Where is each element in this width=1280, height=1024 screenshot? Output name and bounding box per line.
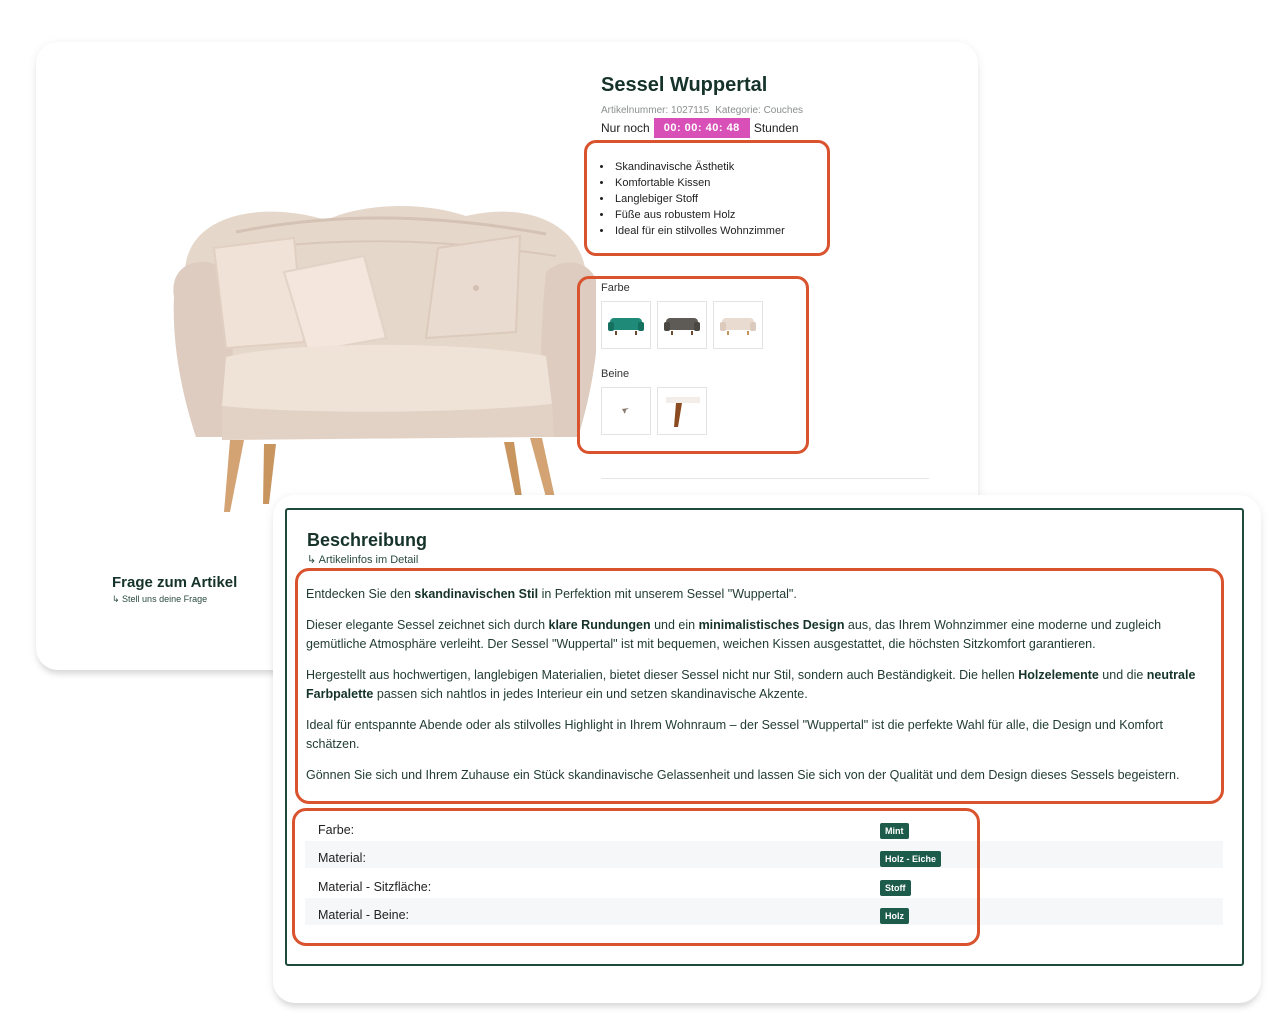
text-bold: neutrale Farbpalette: [306, 668, 1196, 701]
description-text-box: [295, 568, 1224, 804]
category: Kategorie: Couches: [715, 105, 804, 116]
feature-item: • Komfortable Kissen: [613, 175, 785, 191]
feature-item: • Ideal für ein stilvolles Wohnzimmer: [613, 223, 785, 239]
question-subtitle[interactable]: [112, 594, 207, 605]
text-run: in Perfektion mit unserem Sessel "Wuppertal".: [538, 587, 797, 601]
sofa-leg: [263, 444, 276, 504]
legs-label: Beine: [601, 368, 630, 380]
description-card: [273, 495, 1261, 1003]
legs-swatch-small[interactable]: [601, 387, 651, 435]
description-paragraph: Ideal für entspannte Abende oder als stilvolles Highlight in Ihrem Wohnraum – der Sessel "Wuppertal" ist die perfekte Wahl für alle, die Design und Komfort schätzen.: [306, 718, 1164, 751]
sofa-illustration: [126, 152, 596, 522]
color-swatch-cream[interactable]: [713, 301, 763, 349]
divider: [601, 478, 929, 479]
feature-list: [613, 159, 785, 239]
text-run: Entdecken Sie den: [306, 587, 415, 601]
product-title: Sessel Wuppertal: [601, 74, 768, 96]
description-subtitle-text: Artikelinfos im Detail: [318, 554, 419, 566]
text-bold: minimalistisches Design: [698, 618, 845, 632]
color-swatch-mint[interactable]: [601, 301, 651, 349]
text-run: und die: [1098, 668, 1147, 682]
color-label: Farbe: [601, 282, 630, 294]
text-run: Dieser elegante Sessel zeichnet sich durch: [306, 618, 549, 632]
text-bold: klare Rundungen: [548, 618, 651, 632]
spec-row: [295, 874, 977, 902]
text-run: und ein: [650, 618, 699, 632]
spec-label: Farbe:: [318, 823, 355, 837]
description-frame: [285, 508, 1244, 966]
pillow-button: [473, 285, 479, 291]
article-number: Artikelnummer: 1027115: [601, 105, 710, 116]
timer-prefix: Nur noch: [601, 121, 650, 135]
spec-badge: Stoff: [880, 880, 911, 896]
arrow-return-icon: ↳: [112, 594, 123, 604]
sofa-seat: [222, 345, 552, 412]
description-paragraph: [306, 666, 1211, 704]
timer-suffix: Stunden: [753, 121, 799, 135]
countdown-row: [601, 118, 799, 138]
spec-row: [295, 817, 977, 845]
text-run: passen sich nahtlos in jedes Interieur ein und setzen skandinavische Akzente.: [373, 687, 808, 701]
question-title[interactable]: Frage zum Artikel: [112, 574, 238, 591]
sofa-leg: [224, 440, 244, 512]
spec-badge: Holz - Eiche: [880, 851, 941, 867]
spec-label: Material:: [318, 851, 366, 865]
countdown-timer: 00: 00: 40: 48: [654, 118, 750, 138]
feature-item: • Füße aus robustem Holz: [613, 207, 785, 223]
feature-item: • Langlebiger Stoff: [613, 191, 785, 207]
color-swatch-gray[interactable]: [657, 301, 707, 349]
text-run: Hergestellt aus hochwertigen, langlebigen Materialien, bietet dieser Sessel nicht nur Stil, sondern auch Beständigkeit. Die hellen: [306, 668, 1019, 682]
sofa-thumb-icon: [663, 314, 701, 336]
sofa-thumb-icon: [607, 314, 645, 336]
leg-thumb-icon: [620, 405, 632, 417]
feature-item: • Skandinavische Ästhetik: [613, 159, 785, 175]
text-bold: skandinavischen Stil: [414, 587, 539, 601]
product-meta: [601, 105, 809, 116]
question-subtitle-text: Stell uns deine Frage: [122, 594, 208, 604]
spec-table-box: [292, 808, 980, 946]
description-text: [306, 585, 1211, 797]
pillow: [426, 236, 520, 338]
spec-row: [295, 902, 977, 930]
description-paragraph: [306, 585, 1211, 604]
spec-row: [295, 845, 977, 873]
product-image[interactable]: [126, 152, 596, 522]
legs-swatch-oak[interactable]: [657, 387, 707, 435]
description-title: Beschreibung: [307, 530, 428, 550]
spec-badge: Holz: [880, 908, 909, 924]
variant-options-box: [577, 276, 809, 454]
text-run: aus, das Ihrem Wohnzimmer eine moderne und zugleich gemütliche Atmosphäre verleiht. Der Sessel "Wuppertal" ist mit bequemen, weichen Kissen ausgestattet, die höchsten Sitzkomfort garantieren.: [306, 618, 1162, 651]
spec-label: Material - Beine:: [318, 908, 410, 922]
spec-label: Material - Sitzfläche:: [318, 880, 432, 894]
description-paragraph: [306, 616, 1211, 654]
arrow-return-icon: ↳: [307, 554, 319, 566]
description-paragraph: Gönnen Sie sich und Ihrem Zuhause ein Stück skandinavische Gelassenheit und lassen Sie sich von der Qualität und dem Design dieses Sessels begeistern.: [306, 768, 1180, 782]
sofa-thumb-icon: [719, 314, 757, 336]
spec-badge: Mint: [880, 823, 909, 839]
leg-thumb-icon: [662, 391, 702, 431]
description-subtitle: [307, 553, 418, 566]
text-bold: Holzelemente: [1018, 668, 1099, 682]
feature-list-box: [584, 140, 830, 256]
